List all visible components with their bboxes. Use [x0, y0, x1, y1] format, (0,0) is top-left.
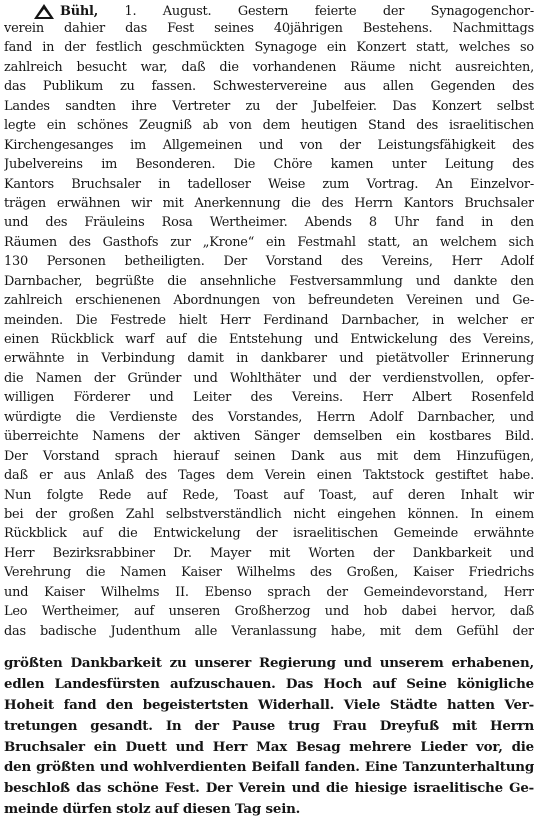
- text-line: überreichte Namens der aktiven Sänger demselben ein kostbares Bild.: [4, 429, 534, 445]
- text-line: fand in der festlich geschmückten Synagoge ein Konzert statt, welches so: [4, 40, 534, 56]
- article-body-upper: [4, 19, 534, 641]
- text-line: tretungen gesandt. In der Pause trug Frau Dreyfuß mit Herrn: [4, 717, 534, 734]
- text-line: die Namen der Gründer und Wohlthäter und der verdienstvollen, opfer-: [4, 370, 534, 386]
- text-line: Nun folgte Rede auf Rede, Toast auf Toast, auf deren Inhalt wir: [4, 487, 534, 503]
- text-line: das badische Judenthum alle Veranlassung habe, mit dem Gefühl der: [4, 623, 534, 639]
- text-line: und des Fräuleins Rosa Wertheimer. Abends 8 Uhr fand in den: [4, 215, 534, 231]
- text-line: Verehrung die Namen Kaiser Wilhelms des Großen, Kaiser Friedrichs: [4, 565, 534, 581]
- text-line: Leo Wertheimer, auf unseren Großherzog und hob dabei hervor, daß: [4, 604, 534, 620]
- text-line: meinde dürfen stolz auf diesen Tag sein.: [4, 801, 301, 818]
- text-line: und Kaiser Wilhelms II. Ebenso sprach der Gemeindevorstand, Herr: [4, 584, 534, 600]
- first-line-text: [60, 4, 534, 19]
- text-line: edlen Landesfürsten aufzuschauen. Das Hoch auf Seine königliche: [4, 675, 534, 692]
- date: 1. August.: [124, 4, 212, 19]
- text-line: Darnbacher, begrüßte die ansehnliche Festversammlung und dankte den: [4, 273, 534, 289]
- text-line: zahlreich besucht war, daß die vorhandenen Räume nicht ausreichten,: [4, 59, 534, 75]
- text-line: Kirchengesanges im Allgemeinen und von der Leistungsfähigkeit des: [4, 137, 534, 153]
- first-line-rest: Gestern feierte der Synagogenchor-: [237, 4, 534, 19]
- text-line: einen Rückblick warf auf die Entstehung und Entwickelung des Vereins,: [4, 332, 534, 347]
- text-line: trägen erwähnen wir mit Anerkennung die des Herrn Kantors Bruchsaler: [4, 195, 534, 211]
- text-line: den größten und wohlverdienten Beifall fanden. Eine Tanzunterhaltung: [4, 759, 534, 776]
- text-line: Herr Bezirksrabbiner Dr. Mayer mit Worten der Dankbarkeit und: [4, 545, 534, 561]
- text-line: das Publikum zu fassen. Schwestervereine aus allen Gegenden des: [4, 79, 534, 95]
- text-line: bei der großen Zahl selbstverständlich nicht eingehen können. In einem: [4, 506, 534, 522]
- text-line: willigen Förderer und Leiter des Vereins. Herr Albert Rosenfeld: [4, 390, 534, 406]
- text-line: zahlreich erschienenen Abordnungen von befreundeten Vereinen und Ge-: [4, 293, 534, 309]
- text-line: Räumen des Gasthofs zur „Krone“ ein Festmahl statt, an welchem sich: [4, 234, 534, 250]
- text-line: legte ein schönes Zeugniß ab von dem heutigen Stand des israelitischen: [4, 118, 534, 134]
- text-line: Kantors Bruchsaler in tadelloser Weise zum Vortrag. An Einzelvor-: [4, 176, 534, 192]
- triangle-marker-icon: [34, 4, 54, 19]
- text-line: Hoheit fand den begeistertsten Widerhall. Viele Städte hatten Ver-: [4, 696, 534, 713]
- text-line: Bruchsaler ein Duett und Herr Max Besag mehrere Lieder vor, die: [4, 738, 534, 755]
- article-body-lower: [4, 653, 534, 820]
- text-line: Der Vorstand sprach hierauf seinen Dank aus mit dem Hinzufügen,: [4, 448, 534, 464]
- text-line: daß er aus Anlaß des Tages dem Verein einen Taktstock gestiftet habe.: [4, 468, 534, 484]
- article-heading-line: [4, 4, 534, 19]
- article-upper-block: [4, 4, 534, 641]
- text-line: erwähnte in Verbindung damit in dankbarer und pietätvoller Erinnerung: [4, 351, 534, 367]
- article-lower-block: [4, 653, 534, 820]
- text-line: meinden. Die Festrede hielt Herr Ferdinand Darnbacher, in welcher er: [4, 312, 534, 328]
- text-line: verein dahier das Fest seines 40jährigen Bestehens. Nachmittags: [4, 21, 534, 36]
- text-line: beschloß das schöne Fest. Der Verein und die hiesige israelitische Ge-: [4, 780, 534, 797]
- text-line: Landes sandten ihre Vertreter zu der Jubelfeier. Das Konzert selbst: [4, 98, 534, 114]
- text-line: Rückblick auf die Entwickelung der israelitischen Gemeinde erwähnte: [4, 526, 534, 542]
- text-line: 130 Personen betheiligten. Der Vorstand des Vereins, Herr Adolf: [4, 254, 534, 270]
- place-name: Bühl,: [60, 4, 99, 19]
- text-line: würdigte die Verdienste des Vorstandes, Herrn Adolf Darnbacher, und: [4, 409, 534, 425]
- text-line: größten Dankbarkeit zu unserer Regierung und unserem erhabenen,: [4, 655, 534, 671]
- text-line: Jubelvereins im Besonderen. Die Chöre kamen unter Leitung des: [4, 157, 534, 173]
